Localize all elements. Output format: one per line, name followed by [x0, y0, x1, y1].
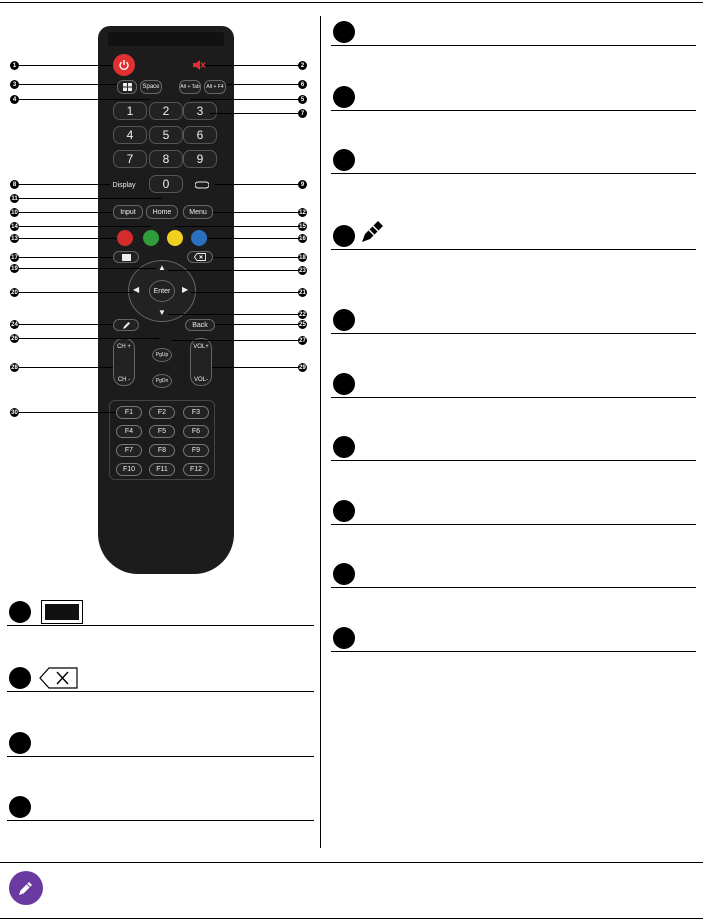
- num-3-button[interactable]: 3: [183, 102, 217, 120]
- down-arrow-button[interactable]: ▼: [158, 308, 166, 317]
- repeat-icon: [195, 181, 209, 189]
- f1-key[interactable]: F1: [116, 406, 142, 419]
- callout-19: 19: [11, 265, 18, 272]
- num-2-button[interactable]: 2: [149, 102, 183, 120]
- leader-28: [19, 367, 113, 368]
- leader-11: [19, 198, 162, 199]
- leader-20: [19, 292, 133, 293]
- num-9-button[interactable]: 9: [183, 150, 217, 168]
- enter-button[interactable]: Enter: [149, 280, 175, 302]
- num-4-button[interactable]: 4: [113, 126, 147, 144]
- leader-2: [206, 65, 298, 66]
- green-button[interactable]: [143, 230, 159, 246]
- callout-14: 14: [11, 223, 18, 230]
- leader-17: [19, 257, 113, 258]
- pgup-button[interactable]: PgUp: [152, 348, 172, 362]
- callout-15: 15: [299, 223, 306, 230]
- callout-4: 4: [10, 95, 19, 104]
- legend-number-badge: [333, 500, 355, 522]
- callout-26: 26: [11, 335, 18, 342]
- leader-29: [212, 367, 298, 368]
- black-rectangle-icon: [41, 600, 83, 624]
- blank-screen-button[interactable]: [113, 251, 139, 263]
- mute-button[interactable]: [192, 58, 206, 72]
- callout-17: 17: [11, 254, 18, 261]
- windows-button[interactable]: [117, 80, 137, 94]
- f7-key[interactable]: F7: [116, 444, 142, 457]
- leader-25: [215, 324, 298, 325]
- leader-21: [191, 292, 298, 293]
- callout-30: 30: [11, 409, 18, 416]
- f12-key[interactable]: F12: [183, 463, 209, 476]
- remote-illustration: [0, 18, 320, 578]
- leader-13: [19, 238, 117, 239]
- f5-key[interactable]: F5: [149, 425, 175, 438]
- ir-window: [108, 32, 224, 46]
- left-arrow-button[interactable]: ◀: [133, 285, 140, 294]
- callout-2: 2: [298, 61, 307, 70]
- vol-plus-button[interactable]: VOL+: [193, 344, 209, 350]
- pen-icon: [122, 321, 131, 330]
- legend-number-badge: [9, 796, 31, 818]
- leader-24: [19, 324, 113, 325]
- menu-button[interactable]: Menu: [183, 205, 213, 219]
- num-7-button[interactable]: 7: [113, 150, 147, 168]
- callout-24: 24: [11, 321, 18, 328]
- backspace-icon: [39, 667, 79, 689]
- legend-number-badge: [9, 667, 31, 689]
- callout-11: 11: [11, 195, 18, 202]
- space-button[interactable]: Space: [140, 80, 162, 94]
- pen-icon: [359, 217, 387, 245]
- leader-23: [168, 270, 298, 271]
- windows-icon: [123, 83, 132, 91]
- pgdn-button[interactable]: PgDn: [152, 374, 172, 388]
- callout-22: 22: [299, 311, 306, 318]
- legend-number-badge: [333, 436, 355, 458]
- leader-14: [19, 226, 151, 227]
- backspace-icon: [194, 253, 206, 261]
- up-arrow-button[interactable]: ▲: [158, 263, 166, 272]
- legend-number-badge: [333, 373, 355, 395]
- callout-10: 10: [11, 209, 18, 216]
- power-button[interactable]: [113, 54, 135, 76]
- callout-8: 8: [10, 180, 19, 189]
- f10-key[interactable]: F10: [116, 463, 142, 476]
- legend-number-badge: [333, 21, 355, 43]
- leader-10: [19, 212, 113, 213]
- leader-26: [19, 338, 159, 339]
- callout-25: 25: [299, 321, 306, 328]
- legend-number-badge: [9, 601, 31, 623]
- note-top-rule: [0, 862, 703, 863]
- callout-27: 27: [299, 337, 306, 344]
- f11-key[interactable]: F11: [149, 463, 175, 476]
- pen-button[interactable]: [113, 319, 139, 331]
- mute-icon: [192, 58, 206, 72]
- home-button[interactable]: Home: [146, 205, 178, 219]
- num-6-button[interactable]: 6: [183, 126, 217, 144]
- black-rect-icon: [122, 254, 131, 261]
- power-icon: [118, 59, 130, 71]
- f4-key[interactable]: F4: [116, 425, 142, 438]
- leader-12: [213, 212, 298, 213]
- callout-18: 18: [299, 254, 306, 261]
- num-8-button[interactable]: 8: [149, 150, 183, 168]
- leader-8: [19, 184, 110, 185]
- callout-3: 3: [10, 80, 19, 89]
- repeat-button[interactable]: [187, 178, 217, 192]
- leader-3: [19, 84, 117, 85]
- backspace-button[interactable]: [187, 251, 213, 263]
- leader-22: [168, 314, 298, 315]
- num-0-button[interactable]: 0: [149, 175, 183, 193]
- alt-f4-button[interactable]: Alt + F4: [204, 80, 226, 94]
- callout-12: 12: [299, 209, 306, 216]
- right-arrow-button[interactable]: ▶: [182, 285, 189, 294]
- ch-minus-button[interactable]: CH -: [117, 377, 131, 383]
- callout-28: 28: [11, 364, 18, 371]
- leader-19: [19, 268, 156, 269]
- top-rule: [0, 2, 703, 3]
- leader-1: [19, 65, 113, 66]
- f3-key[interactable]: F3: [183, 406, 209, 419]
- note-bottom-rule: [0, 918, 703, 919]
- callout-5: 5: [298, 95, 307, 104]
- blue-button[interactable]: [191, 230, 207, 246]
- legend-number-badge: [333, 149, 355, 171]
- leader-16: [207, 238, 298, 239]
- callout-21: 21: [299, 289, 306, 296]
- ch-plus-button[interactable]: CH +: [117, 344, 131, 350]
- yellow-button[interactable]: [167, 230, 183, 246]
- leader-7: [210, 113, 298, 114]
- display-button[interactable]: Display: [112, 181, 136, 189]
- num-5-button[interactable]: 5: [149, 126, 183, 144]
- callout-13: 13: [11, 235, 18, 242]
- red-button[interactable]: [117, 230, 133, 246]
- callout-9: 9: [298, 180, 307, 189]
- legend-number-badge: [333, 563, 355, 585]
- legend-number-badge: [9, 732, 31, 754]
- back-button[interactable]: Back: [185, 319, 215, 331]
- leader-30: [19, 412, 116, 413]
- f8-key[interactable]: F8: [149, 444, 175, 457]
- input-button[interactable]: Input: [113, 205, 143, 219]
- leader-6: [226, 84, 298, 85]
- vol-minus-button[interactable]: VOL-: [193, 377, 208, 383]
- num-1-button[interactable]: 1: [113, 102, 147, 120]
- leader-9: [215, 184, 298, 185]
- callout-1: 1: [10, 61, 19, 70]
- column-divider: [320, 16, 321, 848]
- leader-5: [190, 99, 298, 100]
- callout-6: 6: [298, 80, 307, 89]
- legend-number-badge: [333, 309, 355, 331]
- callout-7: 7: [298, 109, 307, 118]
- f6-key[interactable]: F6: [183, 425, 209, 438]
- leader-15: [175, 226, 298, 227]
- legend-number-badge: [333, 86, 355, 108]
- callout-29: 29: [299, 364, 306, 371]
- f2-key[interactable]: F2: [149, 406, 175, 419]
- callout-16: 16: [299, 235, 306, 242]
- legend-number-badge: [333, 225, 355, 247]
- pencil-note-icon: [9, 871, 43, 905]
- legend-number-badge: [333, 627, 355, 649]
- f9-key[interactable]: F9: [183, 444, 209, 457]
- alt-tab-button[interactable]: Alt + Tab: [179, 80, 201, 94]
- leader-4: [19, 99, 150, 100]
- callout-23: 23: [299, 267, 306, 274]
- leader-27: [172, 340, 298, 341]
- callout-20: 20: [11, 289, 18, 296]
- leader-18: [213, 257, 298, 258]
